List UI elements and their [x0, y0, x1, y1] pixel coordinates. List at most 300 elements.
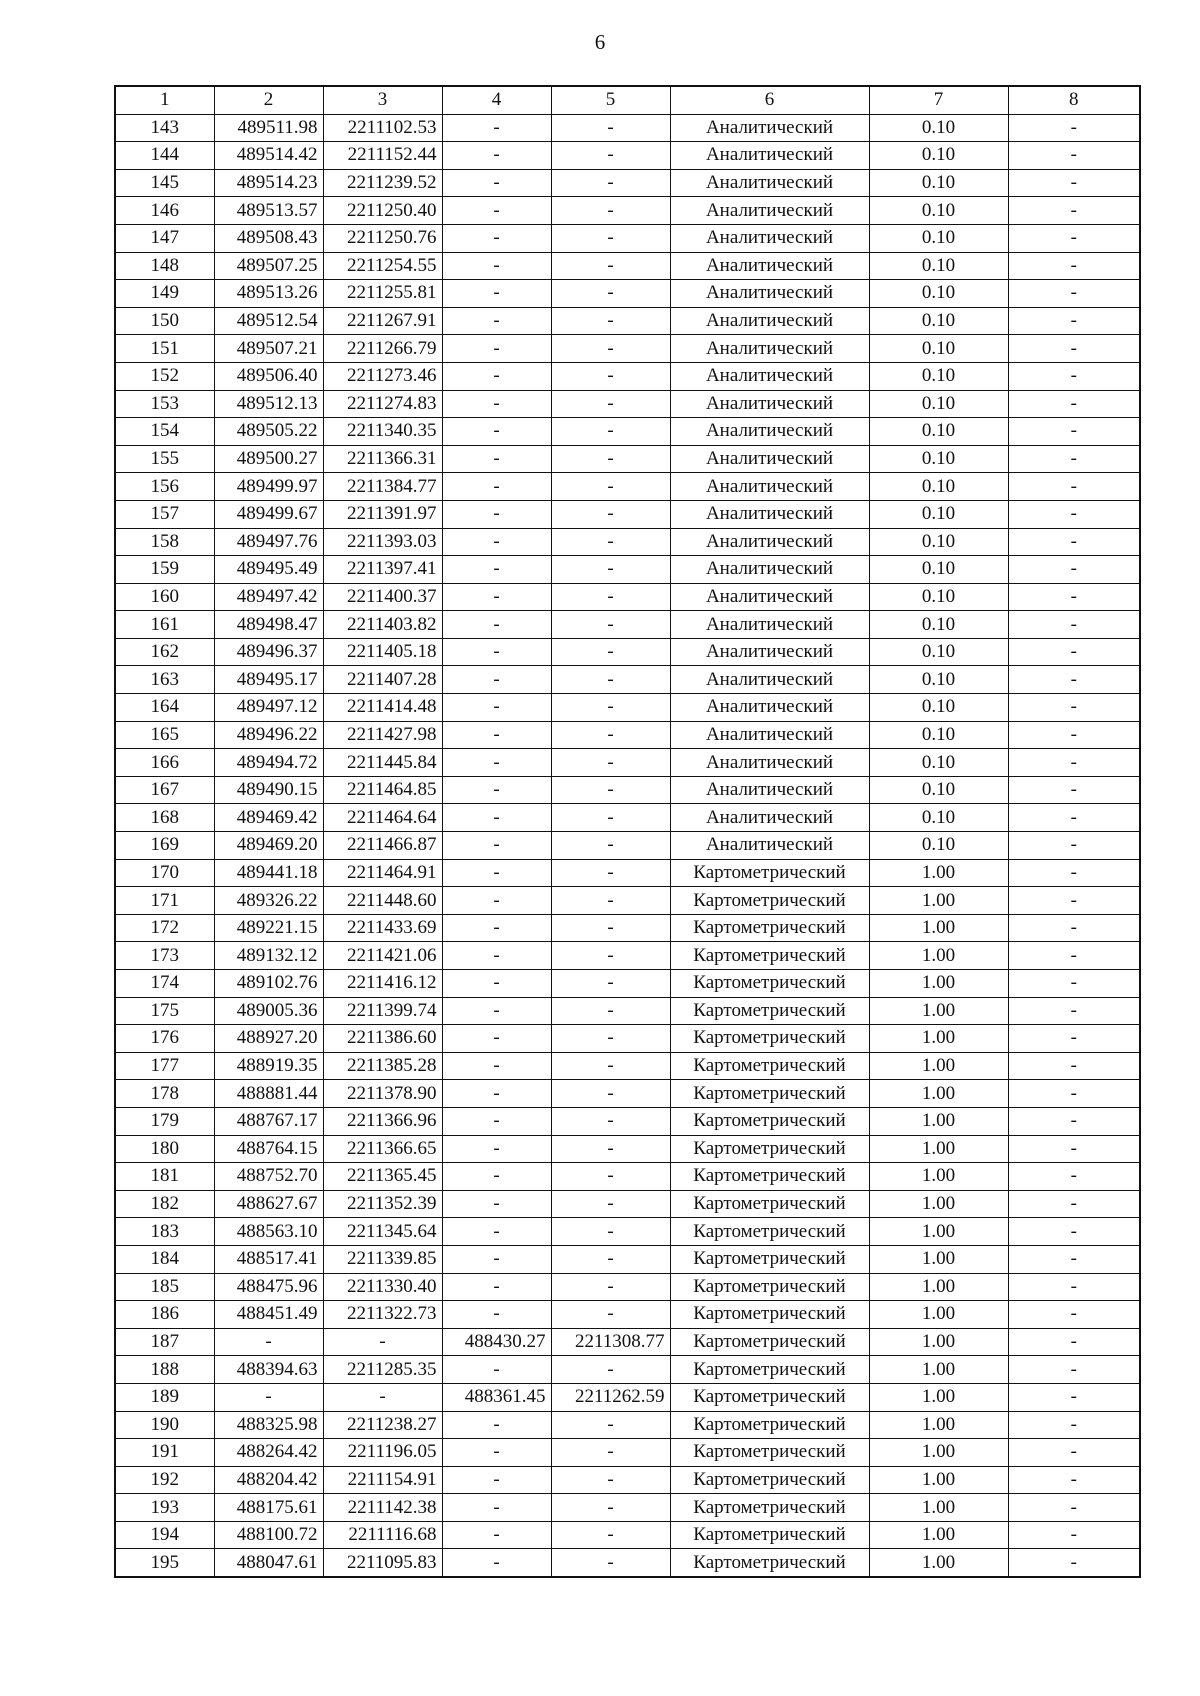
table-cell: - [442, 142, 551, 170]
table-cell: - [551, 611, 670, 639]
table-cell: - [1008, 970, 1140, 998]
table-cell: - [442, 1494, 551, 1522]
table-cell: 0.10 [869, 252, 1008, 280]
table-cell: Картометрический [670, 1383, 869, 1411]
table-cell: - [1008, 1301, 1140, 1329]
table-cell: 488627.67 [214, 1190, 323, 1218]
table-cell: Картометрический [670, 1080, 869, 1108]
table-cell: 147 [115, 224, 214, 252]
table-cell: 189 [115, 1383, 214, 1411]
table-cell: 2211391.97 [323, 500, 442, 528]
table-cell: 2211405.18 [323, 638, 442, 666]
table-cell: 489507.21 [214, 335, 323, 363]
table-row [115, 307, 1140, 335]
table-cell: - [442, 418, 551, 446]
table-cell: - [442, 1052, 551, 1080]
column-header: 8 [1008, 86, 1140, 114]
table-cell: 0.10 [869, 832, 1008, 860]
table-row [115, 142, 1140, 170]
table-cell: 2211154.91 [323, 1466, 442, 1494]
table-cell: - [1008, 307, 1140, 335]
table-cell: - [442, 749, 551, 777]
table-row [115, 1052, 1140, 1080]
table-cell: 488175.61 [214, 1494, 323, 1522]
table-cell: Картометрический [670, 859, 869, 887]
table-cell: 154 [115, 418, 214, 446]
table-cell: 0.10 [869, 335, 1008, 363]
table-cell: - [551, 307, 670, 335]
table-row [115, 418, 1140, 446]
table-cell: Картометрический [670, 970, 869, 998]
table-cell: Картометрический [670, 1356, 869, 1384]
table-cell: 0.10 [869, 114, 1008, 142]
table-cell: 2211095.83 [323, 1549, 442, 1577]
table-cell: Картометрический [670, 1411, 869, 1439]
table-row [115, 997, 1140, 1025]
table-cell: 194 [115, 1521, 214, 1549]
table-cell: Аналитический [670, 335, 869, 363]
table-cell: 0.10 [869, 666, 1008, 694]
table-cell: 1.00 [869, 1135, 1008, 1163]
table-cell: Картометрический [670, 1190, 869, 1218]
table-row [115, 1135, 1140, 1163]
table-cell: - [551, 418, 670, 446]
table-cell: 2211266.79 [323, 335, 442, 363]
table-cell: Аналитический [670, 694, 869, 722]
table-cell: 489469.20 [214, 832, 323, 860]
table-cell: 1.00 [869, 1383, 1008, 1411]
table-cell: - [551, 390, 670, 418]
table-cell: Аналитический [670, 445, 869, 473]
table-cell: - [442, 887, 551, 915]
table-cell: 2211116.68 [323, 1521, 442, 1549]
table-cell: 489005.36 [214, 997, 323, 1025]
table-cell: 0.10 [869, 528, 1008, 556]
coordinates-table [114, 85, 1141, 1578]
column-header: 7 [869, 86, 1008, 114]
table-cell: 2211152.44 [323, 142, 442, 170]
table-cell: 2211285.35 [323, 1356, 442, 1384]
table-cell: Картометрический [670, 942, 869, 970]
table-cell: 1.00 [869, 1301, 1008, 1329]
table-row [115, 1521, 1140, 1549]
table-cell: 2211254.55 [323, 252, 442, 280]
table-cell: 489497.12 [214, 694, 323, 722]
table-cell: Аналитический [670, 307, 869, 335]
table-cell: 2211102.53 [323, 114, 442, 142]
table-cell: Аналитический [670, 583, 869, 611]
table-cell: 2211239.52 [323, 169, 442, 197]
table-cell: 488919.35 [214, 1052, 323, 1080]
table-cell: - [442, 1163, 551, 1191]
table-row [115, 252, 1140, 280]
table-cell: 488325.98 [214, 1411, 323, 1439]
table-cell: 0.10 [869, 583, 1008, 611]
column-header: 6 [670, 86, 869, 114]
table-row [115, 1439, 1140, 1467]
table-cell: - [442, 638, 551, 666]
table-cell: 489326.22 [214, 887, 323, 915]
table-row [115, 362, 1140, 390]
table-cell: - [551, 1163, 670, 1191]
table-cell: 488451.49 [214, 1301, 323, 1329]
table-row [115, 197, 1140, 225]
table-cell: 171 [115, 887, 214, 915]
table-row [115, 473, 1140, 501]
table-cell: - [551, 500, 670, 528]
table-cell: 184 [115, 1245, 214, 1273]
table-cell: 0.10 [869, 749, 1008, 777]
table-cell: 2211142.38 [323, 1494, 442, 1522]
table-cell: - [1008, 224, 1140, 252]
table-cell: - [442, 1273, 551, 1301]
table-cell: 2211340.35 [323, 418, 442, 446]
table-cell: - [1008, 749, 1140, 777]
table-cell: - [1008, 473, 1140, 501]
table-cell: - [442, 1411, 551, 1439]
table-cell: 173 [115, 942, 214, 970]
table-cell: 489102.76 [214, 970, 323, 998]
table-cell: - [1008, 1549, 1140, 1577]
table-row [115, 721, 1140, 749]
table-cell: - [1008, 611, 1140, 639]
table-cell: 2211274.83 [323, 390, 442, 418]
table-cell: 163 [115, 666, 214, 694]
table-cell: 2211393.03 [323, 528, 442, 556]
table-header [115, 86, 1140, 114]
table-cell: - [1008, 1052, 1140, 1080]
table-cell: - [442, 1025, 551, 1053]
table-cell: - [1008, 169, 1140, 197]
table-cell: - [1008, 1494, 1140, 1522]
table-cell: - [551, 528, 670, 556]
table-cell: Картометрический [670, 887, 869, 915]
table-cell: 488475.96 [214, 1273, 323, 1301]
table-cell: 2211384.77 [323, 473, 442, 501]
table-cell: Картометрический [670, 1466, 869, 1494]
table-cell: 489505.22 [214, 418, 323, 446]
table-cell: 1.00 [869, 859, 1008, 887]
table-cell: - [1008, 362, 1140, 390]
table-cell: - [551, 1080, 670, 1108]
table-cell: - [1008, 1356, 1140, 1384]
table-cell: 166 [115, 749, 214, 777]
table-cell: 489469.42 [214, 804, 323, 832]
table-cell: Аналитический [670, 390, 869, 418]
table-cell: 2211464.85 [323, 776, 442, 804]
table-cell: - [442, 970, 551, 998]
table-row [115, 280, 1140, 308]
table-cell: 2211196.05 [323, 1439, 442, 1467]
table-cell: Аналитический [670, 804, 869, 832]
table-row [115, 887, 1140, 915]
table-cell: - [551, 362, 670, 390]
table-cell: Аналитический [670, 721, 869, 749]
table-cell: - [551, 1025, 670, 1053]
table-cell: 2211273.46 [323, 362, 442, 390]
table-cell: - [1008, 804, 1140, 832]
table-cell: 183 [115, 1218, 214, 1246]
table-cell: 153 [115, 390, 214, 418]
table-row [115, 859, 1140, 887]
table-cell: - [1008, 390, 1140, 418]
table-cell: 0.10 [869, 307, 1008, 335]
table-cell: - [442, 114, 551, 142]
table-cell: 489513.26 [214, 280, 323, 308]
table-cell: 2211250.40 [323, 197, 442, 225]
table-cell: Картометрический [670, 1328, 869, 1356]
table-cell: - [442, 776, 551, 804]
column-header: 2 [214, 86, 323, 114]
table-cell: Аналитический [670, 197, 869, 225]
table-cell: Аналитический [670, 169, 869, 197]
table-cell: 488881.44 [214, 1080, 323, 1108]
table-cell: 0.10 [869, 169, 1008, 197]
table-cell: 2211366.96 [323, 1107, 442, 1135]
table-cell: - [442, 1218, 551, 1246]
table-cell: - [442, 1549, 551, 1577]
table-cell: 1.00 [869, 1439, 1008, 1467]
table-cell: 143 [115, 114, 214, 142]
table-cell: - [1008, 1135, 1140, 1163]
table-cell: - [1008, 887, 1140, 915]
table-cell: 1.00 [869, 887, 1008, 915]
table-cell: - [1008, 721, 1140, 749]
table-cell: - [551, 832, 670, 860]
table-cell: 489441.18 [214, 859, 323, 887]
table-cell: 2211339.85 [323, 1245, 442, 1273]
table-cell: - [1008, 694, 1140, 722]
table-cell: 489499.67 [214, 500, 323, 528]
table-cell: 178 [115, 1080, 214, 1108]
table-cell: Картометрический [670, 1135, 869, 1163]
table-cell: 0.10 [869, 556, 1008, 584]
table-cell: 2211464.91 [323, 859, 442, 887]
table-cell: Аналитический [670, 114, 869, 142]
table-row [115, 390, 1140, 418]
table-cell: 489507.25 [214, 252, 323, 280]
table-cell: - [1008, 914, 1140, 942]
table-cell: - [551, 970, 670, 998]
table-cell: 0.10 [869, 362, 1008, 390]
table-cell: - [442, 500, 551, 528]
table-cell: - [551, 1107, 670, 1135]
header-row [115, 86, 1140, 114]
table-cell: Аналитический [670, 500, 869, 528]
table-cell: 2211403.82 [323, 611, 442, 639]
table-body [115, 114, 1140, 1577]
table-cell: Аналитический [670, 776, 869, 804]
table-cell: 2211466.87 [323, 832, 442, 860]
table-cell: 2211385.28 [323, 1052, 442, 1080]
table-cell: Картометрический [670, 1107, 869, 1135]
table-cell: 489490.15 [214, 776, 323, 804]
table-cell: - [442, 528, 551, 556]
table-cell: 2211407.28 [323, 666, 442, 694]
table-cell: - [1008, 528, 1140, 556]
table-cell: 1.00 [869, 1025, 1008, 1053]
table-cell: Картометрический [670, 1301, 869, 1329]
table-cell: 2211399.74 [323, 997, 442, 1025]
table-row [115, 1218, 1140, 1246]
table-cell: - [442, 942, 551, 970]
table-cell: 1.00 [869, 1052, 1008, 1080]
table-cell: Аналитический [670, 832, 869, 860]
table-cell: - [551, 1190, 670, 1218]
table-cell: 181 [115, 1163, 214, 1191]
table-cell: - [1008, 666, 1140, 694]
table-cell: - [551, 804, 670, 832]
column-header: 1 [115, 86, 214, 114]
table-cell: - [442, 335, 551, 363]
table-cell: 1.00 [869, 1107, 1008, 1135]
table-cell: 2211255.81 [323, 280, 442, 308]
table-cell: 2211397.41 [323, 556, 442, 584]
table-cell: - [1008, 1107, 1140, 1135]
table-cell: - [551, 1521, 670, 1549]
table-cell: 489498.47 [214, 611, 323, 639]
table-cell: 489221.15 [214, 914, 323, 942]
table-cell: 489514.42 [214, 142, 323, 170]
table-cell: 2211322.73 [323, 1301, 442, 1329]
table-row [115, 1080, 1140, 1108]
table-cell: - [1008, 1411, 1140, 1439]
table-cell: 0.10 [869, 694, 1008, 722]
table-cell: 488752.70 [214, 1163, 323, 1191]
table-cell: - [551, 1549, 670, 1577]
table-cell: - [442, 583, 551, 611]
table-cell: 489506.40 [214, 362, 323, 390]
table-cell: 1.00 [869, 1494, 1008, 1522]
table-cell: 2211345.64 [323, 1218, 442, 1246]
column-header: 4 [442, 86, 551, 114]
table-cell: - [442, 804, 551, 832]
table-row [115, 832, 1140, 860]
table-cell: Картометрический [670, 1052, 869, 1080]
table-cell: 2211378.90 [323, 1080, 442, 1108]
table-cell: - [551, 1218, 670, 1246]
table-row [115, 1466, 1140, 1494]
table-cell: 1.00 [869, 1163, 1008, 1191]
table-cell: 489494.72 [214, 749, 323, 777]
table-cell: 187 [115, 1328, 214, 1356]
table-row [115, 749, 1140, 777]
table-cell: 167 [115, 776, 214, 804]
table-cell: Картометрический [670, 1218, 869, 1246]
table-cell: 2211330.40 [323, 1273, 442, 1301]
table-cell: - [442, 280, 551, 308]
table-cell: 1.00 [869, 942, 1008, 970]
table-cell: Картометрический [670, 1245, 869, 1273]
table-cell: - [551, 224, 670, 252]
table-cell: 2211250.76 [323, 224, 442, 252]
table-cell: - [442, 169, 551, 197]
table-row [115, 1383, 1140, 1411]
table-cell: 161 [115, 611, 214, 639]
table-cell: 152 [115, 362, 214, 390]
table-cell: - [442, 1466, 551, 1494]
table-cell: 1.00 [869, 1411, 1008, 1439]
table-cell: - [551, 1494, 670, 1522]
table-cell: - [1008, 1080, 1140, 1108]
table-cell: - [551, 776, 670, 804]
table-cell: - [442, 859, 551, 887]
table-cell: - [551, 859, 670, 887]
table-cell: - [551, 914, 670, 942]
table-cell: - [1008, 1439, 1140, 1467]
table-cell: Картометрический [670, 1439, 869, 1467]
table-cell: 1.00 [869, 1218, 1008, 1246]
table-row [115, 1356, 1140, 1384]
table-cell: 1.00 [869, 1328, 1008, 1356]
table-cell: Картометрический [670, 1549, 869, 1577]
table-cell: 0.10 [869, 473, 1008, 501]
table-cell: 2211386.60 [323, 1025, 442, 1053]
table-cell: 2211366.31 [323, 445, 442, 473]
table-row [115, 1328, 1140, 1356]
table-cell: 0.10 [869, 638, 1008, 666]
table-cell: 162 [115, 638, 214, 666]
table-cell: - [1008, 252, 1140, 280]
table-cell: 1.00 [869, 1521, 1008, 1549]
table-cell: 0.10 [869, 197, 1008, 225]
table-cell: 165 [115, 721, 214, 749]
table-cell: - [1008, 1218, 1140, 1246]
table-row [115, 500, 1140, 528]
table-row [115, 1273, 1140, 1301]
table-cell: 489497.42 [214, 583, 323, 611]
table-cell: 1.00 [869, 970, 1008, 998]
table-cell: 1.00 [869, 1190, 1008, 1218]
table-cell: - [1008, 1383, 1140, 1411]
table-cell: - [442, 556, 551, 584]
table-cell: - [1008, 638, 1140, 666]
table-cell: 192 [115, 1466, 214, 1494]
table-cell: 488764.15 [214, 1135, 323, 1163]
table-cell: 164 [115, 694, 214, 722]
table-cell: - [1008, 942, 1140, 970]
table-cell: 1.00 [869, 1273, 1008, 1301]
table-cell: - [1008, 445, 1140, 473]
table-cell: - [323, 1328, 442, 1356]
table-cell: 489513.57 [214, 197, 323, 225]
table-cell: - [1008, 776, 1140, 804]
table-cell: 148 [115, 252, 214, 280]
table-cell: - [551, 142, 670, 170]
table-cell: 1.00 [869, 914, 1008, 942]
table-cell: - [1008, 1245, 1140, 1273]
table-cell: - [442, 307, 551, 335]
table-cell: 489496.37 [214, 638, 323, 666]
table-cell: 156 [115, 473, 214, 501]
table-cell: - [551, 556, 670, 584]
table-cell: 144 [115, 142, 214, 170]
table-cell: - [551, 1356, 670, 1384]
table-cell: - [551, 445, 670, 473]
table-cell: 488430.27 [442, 1328, 551, 1356]
table-cell: 2211464.64 [323, 804, 442, 832]
table-cell: - [1008, 1163, 1140, 1191]
table-cell: 0.10 [869, 390, 1008, 418]
table-cell: Картометрический [670, 997, 869, 1025]
table-cell: - [442, 721, 551, 749]
table-cell: 193 [115, 1494, 214, 1522]
table-cell: 186 [115, 1301, 214, 1329]
table-cell: 488361.45 [442, 1383, 551, 1411]
table-cell: 2211352.39 [323, 1190, 442, 1218]
table-row [115, 335, 1140, 363]
table-cell: - [442, 197, 551, 225]
